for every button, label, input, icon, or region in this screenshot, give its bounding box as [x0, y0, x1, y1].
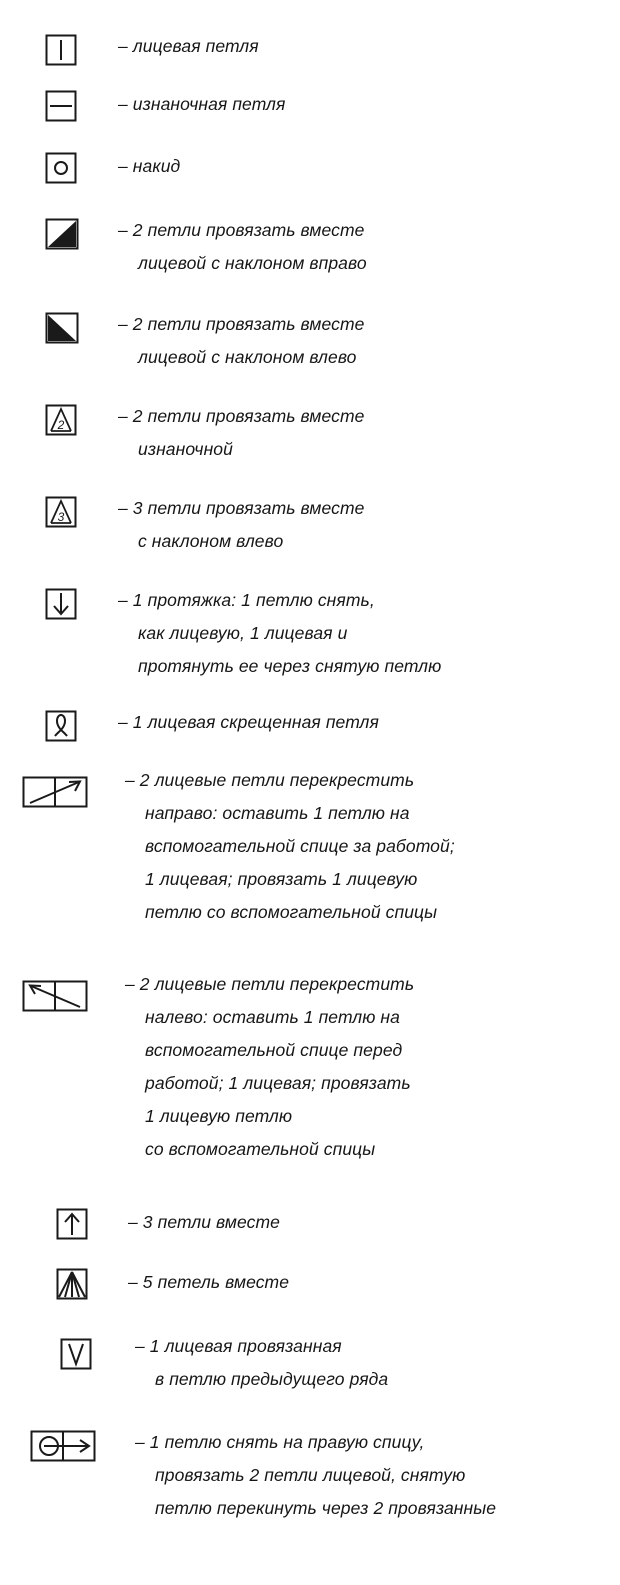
legend-text-cross-right	[125, 764, 455, 929]
k2tog-right-icon	[45, 218, 79, 250]
legend-text-cross-left	[125, 968, 414, 1166]
legend-line: лицевой с наклоном влево	[138, 347, 357, 367]
legend-text-three-together	[128, 1206, 280, 1239]
slip-pass-icon	[30, 1430, 96, 1462]
legend-line: – 2 лицевые петли перекрестить	[125, 974, 415, 994]
legend-text-k3tog-left	[118, 492, 364, 558]
legend-line: изнаночной	[138, 439, 233, 459]
legend-line: с наклоном влево	[138, 531, 284, 551]
legend-line: налево: оставить 1 петлю на	[145, 1007, 400, 1027]
legend-line: лицевой с наклоном вправо	[138, 253, 367, 273]
purl-stitch-icon	[45, 90, 77, 122]
cross-right-icon	[22, 776, 88, 808]
legend-line: петлю перекинуть через 2 провязанные	[155, 1498, 497, 1518]
yarn-over-icon	[45, 152, 77, 184]
legend-text-knit	[118, 30, 259, 63]
legend-line: – 1 петлю снять на правую спицу,	[135, 1432, 425, 1452]
legend-text-yarn-over	[118, 150, 180, 183]
svg-text:2: 2	[57, 418, 65, 432]
five-together-icon	[56, 1268, 88, 1300]
p2tog-icon	[45, 404, 77, 436]
legend-line: – накид	[118, 156, 181, 176]
legend-text-k2tog-right	[118, 214, 367, 280]
legend-line: – 2 лицевые петли перекрестить	[125, 770, 415, 790]
legend-line: – 1 лицевая скрещенная петля	[118, 712, 379, 732]
legend-line: вспомогательной спице перед	[145, 1040, 403, 1060]
legend-text-k2tog-left	[118, 308, 364, 374]
k3tog-left-icon	[45, 496, 77, 528]
legend-line: – 2 петли провязать вместе	[118, 220, 365, 240]
legend-line: – 5 петель вместе	[128, 1272, 290, 1292]
legend-line: – изнаночная петля	[118, 94, 286, 114]
legend-line: в петлю предыдущего ряда	[155, 1369, 389, 1389]
legend-line: – 3 петли вместе	[128, 1212, 280, 1232]
legend-line: вспомогательной спице за работой;	[145, 836, 455, 856]
legend-text-five-together	[128, 1266, 289, 1299]
arrow-down-icon	[45, 588, 77, 620]
cross-left-icon	[22, 980, 88, 1012]
legend-line: – 3 петли провязать вместе	[118, 498, 365, 518]
legend-text-slip-knit-pass	[118, 584, 441, 683]
legend-line: петлю со вспомогательной спицы	[145, 902, 438, 922]
v-stitch-icon	[60, 1338, 92, 1370]
legend-line: работой; 1 лицевая; провязать	[145, 1073, 411, 1093]
legend-line: со вспомогательной спицы	[145, 1139, 376, 1159]
legend-text-slip-pass	[135, 1426, 496, 1525]
arrow-up-icon	[56, 1208, 88, 1240]
legend-line: 1 лицевую петлю	[145, 1106, 293, 1126]
legend-line: – лицевая петля	[118, 36, 259, 56]
twisted-stitch-icon	[45, 710, 77, 742]
k2tog-left-icon	[45, 312, 79, 344]
legend-text-row-below	[135, 1330, 388, 1396]
legend-text-purl	[118, 88, 285, 121]
legend-line: направо: оставить 1 петлю на	[145, 803, 410, 823]
knit-stitch-icon	[45, 34, 77, 66]
legend-text-p2tog	[118, 400, 364, 466]
legend-line: провязать 2 петли лицевой, снятую	[155, 1465, 466, 1485]
legend-line: 1 лицевая; провязать 1 лицевую	[145, 869, 418, 889]
legend-line: – 1 протяжка: 1 петлю снять,	[118, 590, 375, 610]
legend-line: как лицевую, 1 лицевая и	[138, 623, 348, 643]
legend-text-twisted	[118, 706, 379, 739]
legend-line: – 2 петли провязать вместе	[118, 406, 365, 426]
svg-text:3: 3	[57, 510, 65, 524]
legend-line: – 1 лицевая провязанная	[135, 1336, 342, 1356]
legend-line: – 2 петли провязать вместе	[118, 314, 365, 334]
legend-line: протянуть ее через снятую петлю	[138, 656, 442, 676]
